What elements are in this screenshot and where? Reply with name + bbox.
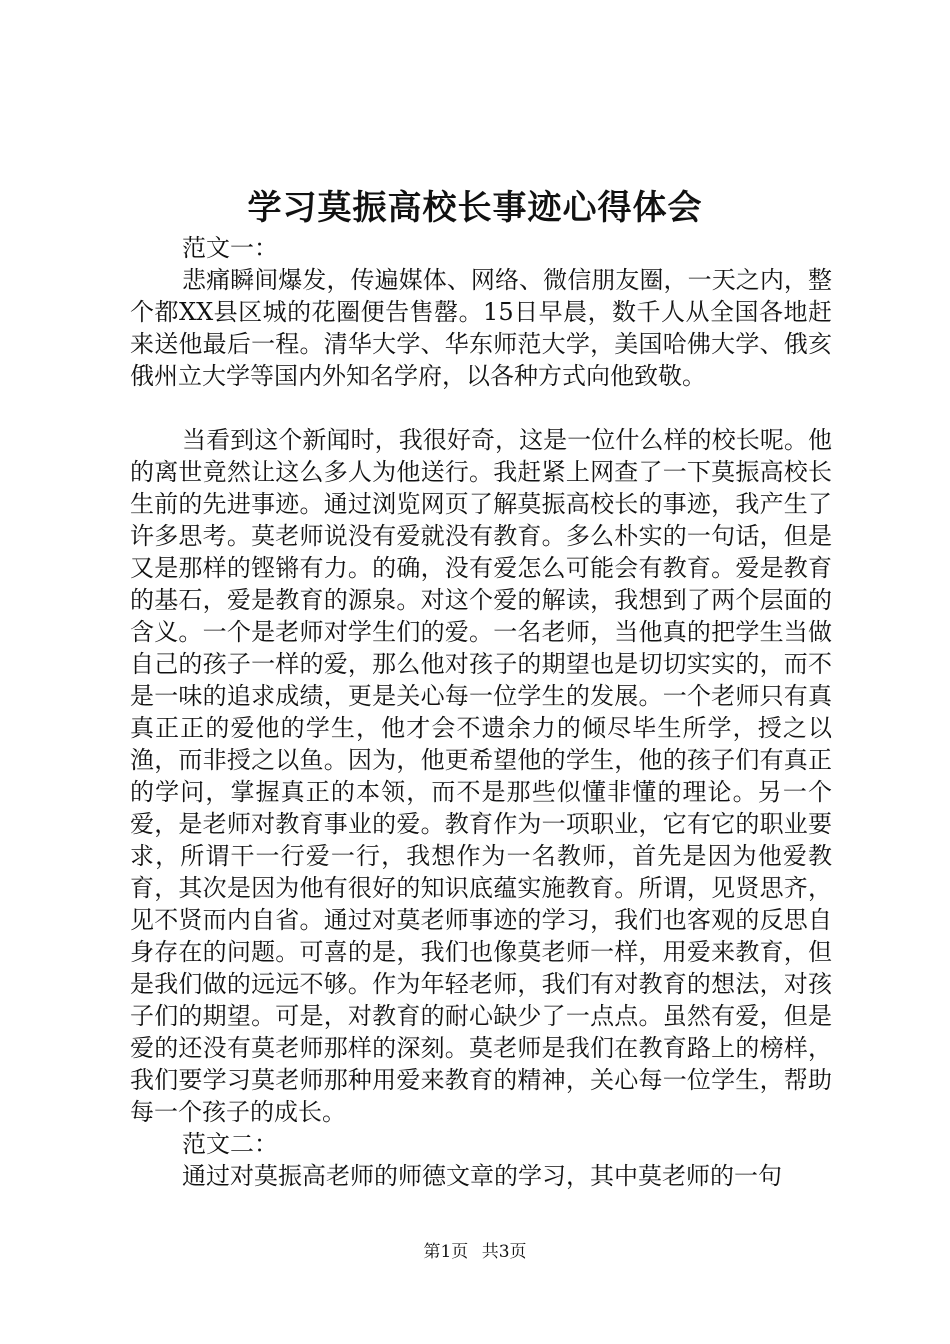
section-heading-2: 范文二： (182, 1130, 278, 1158)
document-body (130, 232, 832, 1192)
page-number: 第1页 (423, 1242, 469, 1262)
paragraph-gap (130, 392, 832, 424)
paragraph-3: 通过对莫振高老师的师德文章的学习，其中莫老师的一句 (182, 1162, 782, 1190)
paragraph-2: 当看到这个新闻时，我很好奇，这是一位什么样的校长呢。他的离世竟然让这么多人为他送行。我赶紧上网查了一下莫振高校长生前的先进事迹。通过浏览网页了解莫振高校长的事迹，我产生了许多思考。莫老师说没有爱就没有教育。多么朴实的一句话，但是又是那样的铿锵有力。的确，没有爱怎么可能会有教育。爱是教育的基石，爱是教育的源泉。对这个爱的解读，我想到了两个层面的含义。一个是老师对学生们的爱。一名老师，当他真的把学生当做自己的孩子一样的爱，那么他对孩子的期望也是切切实实的，而不是一味的追求成绩，更是关心每一位学生的发展。一个老师只有真真正正的爱他的学生，他才会不遗余力的倾尽毕生所学，授之以渔，而非授之以鱼。因为，他更希望他的学生，他的孩子们有真正的学问，掌握真正的本领，而不是那些似懂非懂的理论。另一个爱，是老师对教育事业的爱。教育作为一项职业，它有它的职业要求，所谓干一行爱一行，我想作为一名教师，首先是因为他爱教育，其次是因为他有很好的知识底蕴实施教育。所谓，见贤思齐，见不贤而内自省。通过对莫老师事迹的学习，我们也客观的反思自身存在的问题。可喜的是，我们也像莫老师一样，用爱来教育，但是我们做的远远不够。作为年轻老师，我们有对教育的想法，对孩子们的期望。可是，对教育的耐心缺少了一点点。虽然有爱，但是爱的还没有莫老师那样的深刻。莫老师是我们在教育路上的榜样，我们要学习莫老师那种用爱来教育的精神，关心每一位学生，帮助每一个孩子的成长。 (130, 426, 832, 1126)
document-title: 学习莫振高校长事迹心得体会 (247, 188, 703, 228)
paragraph-1: 悲痛瞬间爆发，传遍媒体、网络、微信朋友圈，一天之内，整个都XX县区城的花圈便告售罄。15日早晨，数千人从全国各地赶来送他最后一程。清华大学、华东师范大学，美国哈佛大学、俄亥俄州立大学等国内外知名学府，以各种方式向他致敬。 (130, 266, 832, 390)
page-footer (0, 1240, 950, 1264)
section-heading-1: 范文一： (182, 234, 278, 262)
page-total: 共3页 (481, 1242, 527, 1262)
